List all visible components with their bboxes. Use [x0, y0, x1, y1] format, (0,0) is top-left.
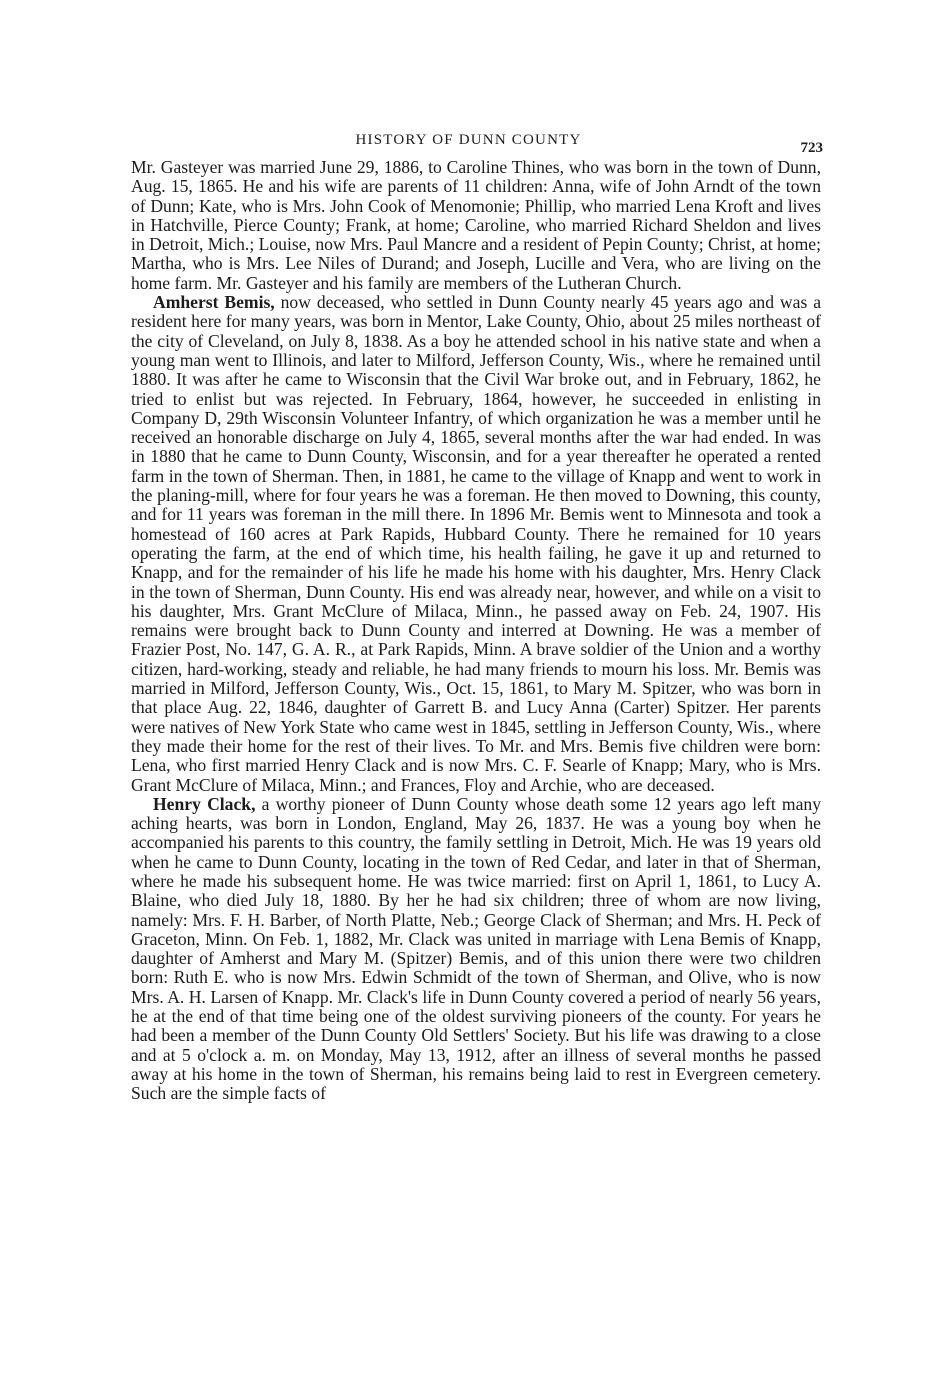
name-henry-clack: Henry Clack,: [153, 793, 256, 814]
body-text: [131, 158, 821, 1104]
page-number: 723: [800, 140, 823, 156]
name-amherst-bemis: Amherst Bemis,: [153, 292, 275, 313]
paragraph-henry-clack: [131, 795, 821, 1104]
paragraph-amherst-bemis-text: now deceased, who settled in Dunn County nearly 45 years ago and was a resident here for many years, was born in Mentor, Lake County, Ohio, about 25 miles northeast of the city of Cleveland, on July 8, 1838. As a boy he attended school in his native state and when a young man went to Illinois, and later to Milford, Jefferson County, Wis., where he remained until 1880. It was after he came to Wisconsin that the Civil War broke out, and in February, 1862, he tried to enlist but was rejected. In February, 1864, however, he succeeded in enlisting in Company D, 29th Wisconsin Volunteer Infantry, of which organization he was a member until he received an honorable discharge on July 4, 1865, several months after the war had ended. In was in 1880 that he came to Dunn County, Wisconsin, and for a year thereafter he operated a rented farm in the town of Sherman. Then, in 1881, he came to the village of Knapp and went to work in the planing-mill, where for four years he was a foreman. He then moved to Downing, this county, and for 11 years was foreman in the mill there. In 1896 Mr. Bemis went to Minnesota and took a homestead of 160 acres at Park Rapids, Hubbard County. There he remained for 10 years operating the farm, at the end of which time, his health failing, he gave it up and returned to Knapp, and for the remainder of his life he made his home with his daughter, Mrs. Henry Clack in the town of Sherman, Dunn County. His end was already near, however, and while on a visit to his daughter, Mrs. Grant McClure of Milaca, Minn., he passed away on Feb. 24, 1907. His remains were brought back to Dunn County and interred at Downing. He was a member of Frazier Post, No. 147, G. A. R., at Park Rapids, Minn. A brave soldier of the Union and a worthy citizen, hard-working, steady and reliable, he had many friends to mourn his loss. Mr. Bemis was married in Milford, Jefferson County, Wis., Oct. 15, 1861, to Mary M. Spitzer, who was born in that place Aug. 22, 1846, daughter of Garrett B. and Lucy Anna (Carter) Spitzer. Her parents were natives of New York State who came west in 1845, settling in Jefferson County, Wis., where they made their home for the rest of their lives. To Mr. and Mrs. Bemis five children were born: Lena, who first married Henry Clack and is now Mrs. C. F. Searle of Knapp; Mary, who is Mrs. Grant McClure of Milaca, Minn.; and Frances, Floy and Archie, who are deceased.: [131, 292, 822, 795]
paragraph-henry-clack-text: a worthy pioneer of Dunn County whose death some 12 years ago left many aching hearts, was born in London, England, May 26, 1837. He was a young boy when he accompanied his parents to this country, the family settling in Detroit, Mich. He was 19 years old when he came to Dunn County, locating in the town of Red Cedar, and later in that of Sherman, where he made his subsequent home. He was twice married: first on April 1, 1861, to Lucy A. Blaine, who died July 18, 1880. By her he had six children; three of whom are now living, namely: Mrs. F. H. Barber, of North Platte, Neb.; George Clack of Sherman; and Mrs. H. Peck of Graceton, Minn. On Feb. 1, 1882, Mr. Clack was united in marriage with Lena Bemis of Knapp, daughter of Amherst and Mary M. (Spitzer) Bemis, and of this union there were two children born: Ruth E. who is now Mrs. Edwin Schmidt of the town of Sherman, and Olive, who is now Mrs. A. H. Larsen of Knapp. Mr. Clack's life in Dunn County covered a period of nearly 56 years, he at the end of that time being one of the oldest surviving pioneers of the county. For years he had been a member of the Dunn County Old Settlers' Society. But his life was drawing to a close and at 5 o'clock a. m. on Monday, May 13, 1912, after an illness of several months he passed away at his home in the town of Sherman, his remains being laid to rest in Evergreen cemetery. Such are the simple facts of: [131, 793, 821, 1104]
page-header: [0, 130, 937, 160]
paragraph-gasteyer: [131, 158, 821, 293]
paragraph-amherst-bemis: [131, 293, 821, 795]
running-head: HISTORY OF DUNN COUNTY: [355, 132, 582, 148]
paragraph-gasteyer-text: Mr. Gasteyer was married June 29, 1886, to Caroline Thines, who was born in the town of Dunn, Aug. 15, 1865. He and his wife are parents of 11 children: Anna, wife of John Arndt of the town of Dunn; Kate, who is Mrs. John Cook of Menomonie; Phillip, who married Lena Kroft and lives in Hatchville, Pierce County; Frank, at home; Caroline, who married Richard Sheldon and lives in Detroit, Mich.; Louise, now Mrs. Paul Mancre and a resident of Pepin County; Christ, at home; Martha, who is Mrs. Lee Niles of Durand; and Joseph, Lucille and Vera, who are living on the home farm. Mr. Gasteyer and his family are members of the Lutheran Church.: [131, 157, 821, 293]
